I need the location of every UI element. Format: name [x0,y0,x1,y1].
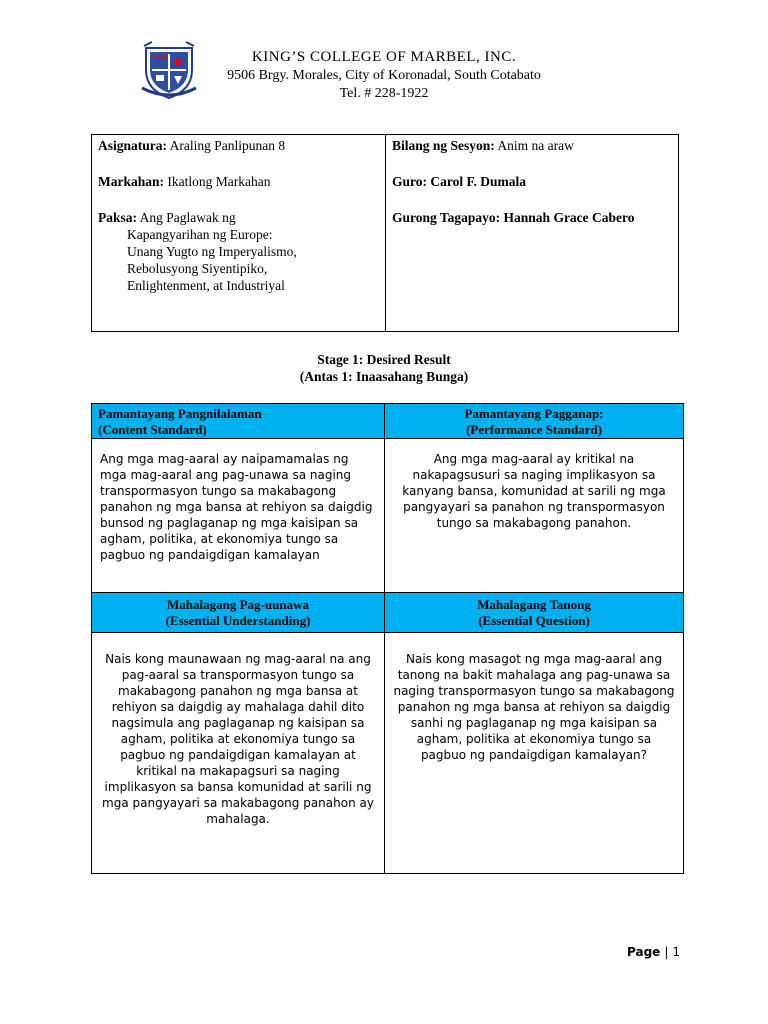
question-header [385,593,683,632]
essentials-header-row [92,593,683,633]
page-separator: | [664,945,669,959]
page-footer [627,945,680,959]
letterhead [0,48,768,103]
paksa-value-4: Rebolusyong Siyentipiko, [127,261,268,276]
question-sub: (Essential Question) [478,613,590,628]
page-label: Page [627,945,661,959]
understanding-text: Nais kong maunawaan ng mag-aaral na ang pag-aaral sa transpormasyon tungo sa makabagong panahon ng mga bansa at rehiyon sa daigdig ay mahalaga dahil dito nagsimula ang paglaganap ng kaisipan sa agham, politika at ekonomiya tungo sa pagbuo ng pandaigdigan kamalayan at kritikal na makapagsuri sa naging implikasyon sa bansa komunidad at sarili ng mga pangyayari sa makabagong panahon ay mahalaga. [92,633,385,873]
asignatura-value: Araling Panlipunan 8 [169,138,286,153]
course-info-left [92,135,386,331]
course-info-right [386,135,678,331]
tagapayo-line [392,209,672,226]
asignatura-label: Asignatura: [98,138,168,153]
paksa-line [98,209,379,294]
markahan-line [98,173,379,190]
desired-result-table [91,403,684,874]
paksa-value-5: Enlightenment, at Industriyal [127,278,285,293]
paksa-label: Paksa: [98,210,138,225]
page-number: 1 [672,945,680,959]
standards-header-row [92,404,683,439]
performance-standard-sub: (Performance Standard) [465,422,603,437]
stage-title: Stage 1: Desired Result [317,352,451,367]
essentials-body-row [92,633,683,873]
sesyon-line [392,137,672,154]
school-telephone: Tel. # 228-1922 [339,86,429,101]
understanding-header [92,593,385,632]
content-standard-text: Ang mga mag-aaral ay naipamamalas ng mga mag-aaral ang pag-unawa sa naging transpormasyon tungo sa makabagong panahon ng mga bansa at rehiyon sa daigdig bunsod ng paglaganap ng mga kaisipan sa agham, politika, at ekonomiya tungo sa pagbuo ng pandaigdigan kamalayan [92,439,385,592]
question-text: Nais kong masagot ng mga mag-aaral ang tanong na bakit mahalaga ang pag-unawa sa naging transpormasyon tungo sa makabagong panahon ng mga bansa at rehiyon sa daigdig sanhi ng paglaganap ng mga kaisipan sa agham, politika at ekonomiya tungo sa pagbuo ng pandaigdigan kamalayan? [393,652,675,762]
question-title: Mahalagang Tanong [477,597,591,612]
stage-heading [0,351,768,385]
performance-standard-title: Pamantayang Pagganap: [464,406,604,421]
tagapayo-label: Gurong Tagapayo: Hannah Grace Cabero [392,210,635,225]
asignatura-line [98,137,379,154]
course-info-table [91,134,679,332]
understanding-sub: (Essential Understanding) [165,613,311,628]
markahan-value: Ikatlong Markahan [167,174,271,189]
content-standard-header [92,404,385,438]
content-standard-title: Pamantayang Pangnilalaman [98,406,262,421]
school-name: KING’S COLLEGE OF MARBEL, INC. [251,49,517,65]
performance-standard-text: Ang mga mag-aaral ay kritikal na nakapagsusuri sa naging implikasyon sa kanyang bansa, komunidad at sarili ng mga pangyayari sa panahon ng transpormasyon tungo sa makabagong panahon. [402,452,666,530]
content-standard-sub: (Content Standard) [98,422,207,437]
understanding-title: Mahalagang Pag-uunawa [167,597,309,612]
paksa-value-1: Ang Paglawak ng [139,210,236,225]
performance-standard-header [385,404,683,438]
sesyon-label: Bilang ng Sesyon: [392,138,495,153]
paksa-value-2: Kapangyarihan ng Europe: [127,227,273,242]
sesyon-value: Anim na araw [497,138,574,153]
standards-body-row [92,439,683,593]
school-address: 9506 Brgy. Morales, City of Koronadal, South Cotabato [227,68,541,83]
guro-label: Guro: Carol F. Dumala [392,174,527,189]
paksa-value-3: Unang Yugto ng Imperyalismo, [127,244,297,259]
stage-subtitle: (Antas 1: Inaasahang Bunga) [299,369,469,384]
guro-line [392,173,672,190]
markahan-label: Markahan: [98,174,165,189]
